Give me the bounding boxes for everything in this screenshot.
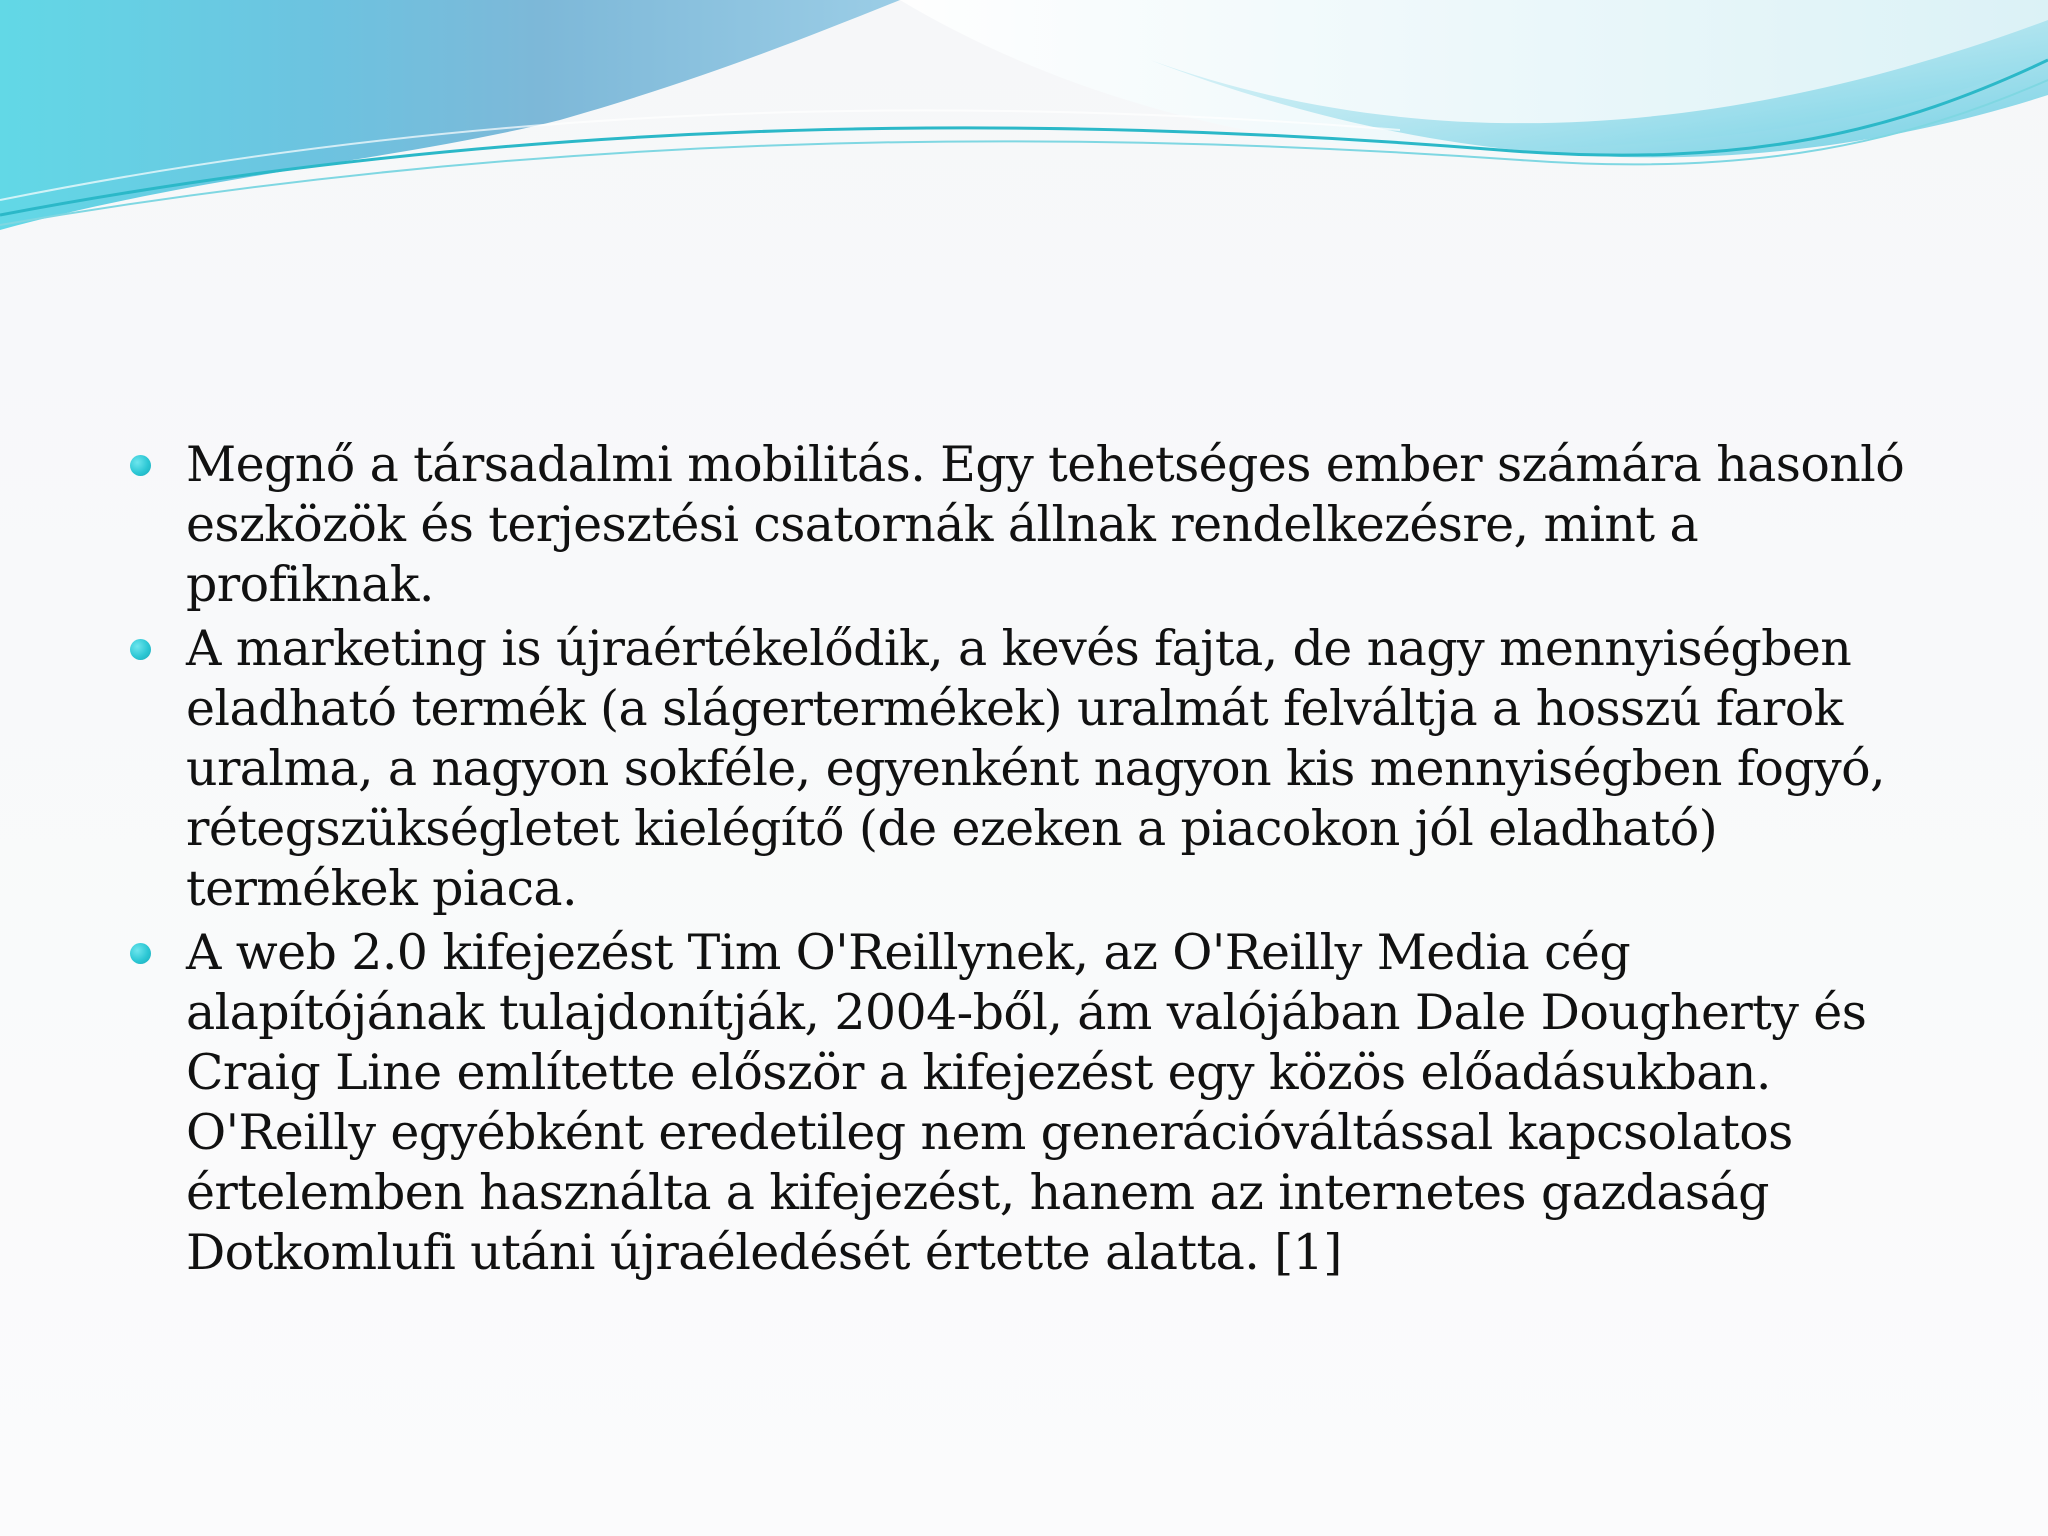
slide-body <box>130 435 1930 1287</box>
bullet-item <box>130 923 1930 1283</box>
bullet-dot-icon <box>130 455 151 476</box>
bullet-item <box>130 435 1930 615</box>
bullet-text: A web 2.0 kifejezést Tim O'Reillynek, az O'Reilly Media cég alapítójának tulajdonítják, 2004-ből, ám valójában Dale Dougherty és Craig Line említette először a kifejezést egy közös előadásukban. O'Reilly egyébként eredetileg nem generációváltással kapcsolatos értelemben használta a kifejezést, hanem az internetes gazdaság Dotkomlufi utáni újraéledését értette alatta. [1] <box>186 924 1867 1281</box>
bullet-text: Megnő a társadalmi mobilitás. Egy tehetséges ember számára hasonló eszközök és terjesztési csatornák állnak rendelkezésre, mint a profiknak. <box>186 436 1905 613</box>
bullet-text: A marketing is újraértékelődik, a kevés fajta, de nagy mennyiségben eladható termék (a slágertermékek) uralmát felváltja a hosszú farok uralma, a nagyon sokféle, egyenként nagyon kis mennyiségben fogyó, rétegszükségletet kielégítő (de ezeken a piacokon jól eladható) termékek piaca. <box>186 620 1885 917</box>
bullet-dot-icon <box>130 943 151 964</box>
bullet-dot-icon <box>130 639 151 660</box>
header-wave-decoration <box>0 0 2048 240</box>
bullet-item <box>130 619 1930 919</box>
bullet-list <box>130 435 1930 1283</box>
